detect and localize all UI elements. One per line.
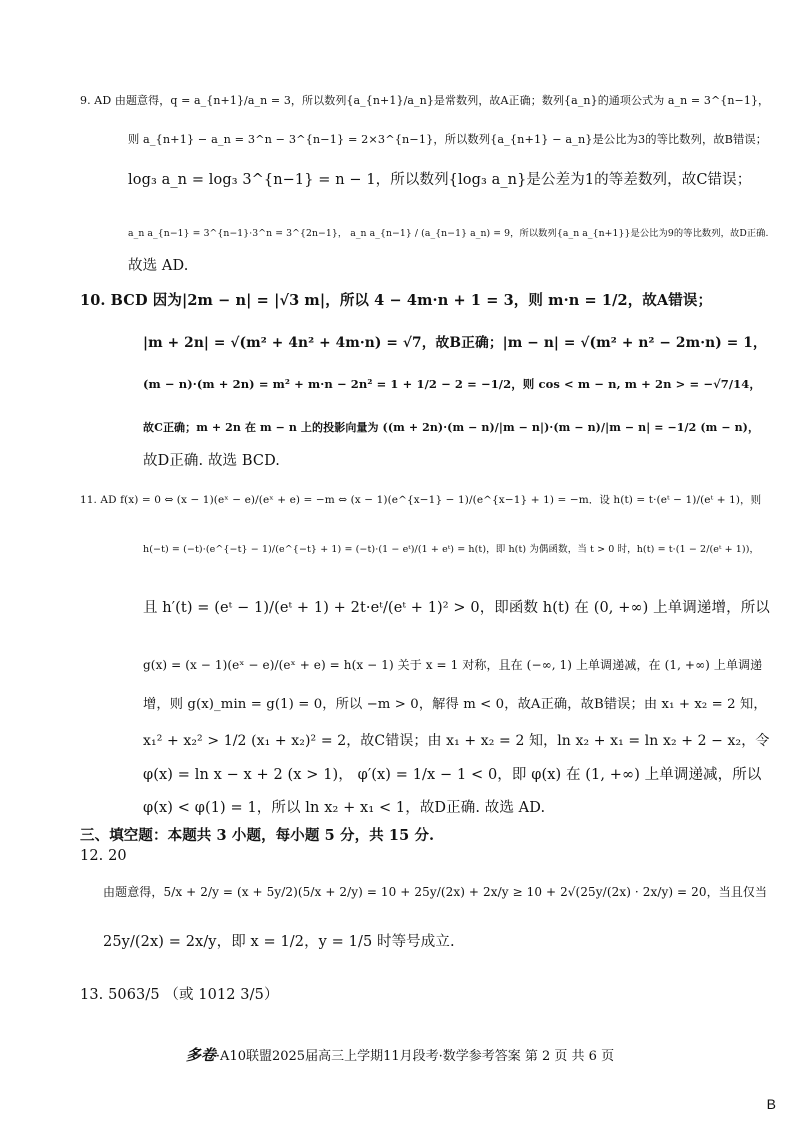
problem-11-line-2: h(−t) = (−t)·(e^{−t} − 1)/(e^{−t} + 1) = (−t)·(1 − eᵗ)/(1 + eᵗ) = h(t)，即 h(t) 为偶函数，当 t > 0 时，h(t) = t·(1 − 2/(eᵗ + 1))，: [143, 544, 760, 555]
problem-10-line-2: |m + 2n| = √(m² + 4n² + 4m·n) = √7，故B正确；|m − n| = √(m² + n² − 2m·n) = 1，: [143, 335, 767, 351]
problem-11-line-1: 11. AD f(x) = 0 ⇔ (x − 1)(eˣ − e)/(eˣ + e) = −m ⇔ (x − 1)(e^{x−1} − 1)/(e^{x−1} + 1) = −m．设 h(t) = t·(eᵗ − 1)/(eᵗ + 1)，则: [80, 494, 762, 506]
problem-11-line-7: φ(x) = ln x − x + 2 (x > 1)， φ′(x) = 1/x − 1 < 0，即 φ(x) 在 (1, +∞) 上单调递减，所以: [143, 767, 762, 783]
problem-10-line-3: (m − n)·(m + 2n) = m² + m·n − 2n² = 1 + 1/2 − 2 = −1/2，则 cos < m − n, m + 2n > = −√7/14，: [143, 377, 761, 391]
footer-brand-logo: 多卷: [185, 1046, 216, 1064]
problem-11-line-6: x₁² + x₂² > 1/2 (x₁ + x₂)² = 2，故C错误；由 x₁ + x₂ = 2 知，ln x₂ + x₁ = ln x₂ + 2 − x₂，令: [143, 733, 770, 749]
problem-9-line-4: a_n a_{n−1} = 3^{n−1}·3^n = 3^{2n−1}， a_n a_{n−1} / (a_{n−1} a_n) = 9，所以数列{a_n a_{n+1}}是公比为9的等比数列，故D正确.: [128, 228, 769, 239]
section-3-heading: 三、填空题：本题共 3 小题，每小题 5 分，共 15 分.: [80, 827, 435, 844]
problem-11-line-4: g(x) = (x − 1)(eˣ − e)/(eˣ + e) = h(x − 1) 关于 x = 1 对称，且在 (−∞, 1) 上单调递减，在 (1, +∞) 上单调递: [143, 658, 763, 672]
problem-11-line-5: 增，则 g(x)_min = g(1) = 0，所以 −m > 0，解得 m < 0，故A正确，故B错误；由 x₁ + x₂ = 2 知，: [143, 697, 767, 712]
problem-9-line-2: 则 a_{n+1} − a_n = 3^n − 3^{n−1} = 2×3^{n−1}，所以数列{a_{n+1} − a_n}是公比为3的等比数列，故B错误；: [128, 133, 768, 146]
footer-text: ·A10联盟2025届高三上学期11月段考·数学参考答案 第 2 页 共 6 页: [215, 1049, 615, 1064]
problem-12-line-2: 25y/(2x) = 2x/y，即 x = 1/2，y = 1/5 时等号成立.: [103, 934, 455, 950]
problem-10-line-1: 10. BCD 因为|2m − n| = |√3 m|，所以 4 − 4m·n + 1 = 3，则 m·n = 1/2，故A错误；: [80, 292, 713, 309]
problem-11-line-8: φ(x) < φ(1) = 1，所以 ln x₂ + x₁ < 1，故D正确. 故选 AD.: [143, 800, 546, 816]
problem-12-line-1: 由题意得，5/x + 2/y = (x + 5y/2)(5/x + 2/y) = 10 + 25y/(2x) + 2x/y ≥ 10 + 2√(25y/(2x) · 2x/y) = 20，当且仅当: [103, 885, 768, 899]
corner-label: B: [766, 1096, 776, 1112]
problem-10-line-5: 故D正确. 故选 BCD.: [143, 453, 280, 469]
page-footer: [0, 1044, 800, 1065]
problem-12-answer: 12. 20: [80, 848, 127, 864]
problem-11-line-3: 且 h′(t) = (eᵗ − 1)/(eᵗ + 1) + 2t·eᵗ/(eᵗ + 1)² > 0，即函数 h(t) 在 (0, +∞) 上单调递增，所以: [143, 600, 770, 616]
problem-13-answer: 13. 5063/5 （或 1012 3/5）: [80, 987, 279, 1003]
problem-10-line-4: 故C正确；m + 2n 在 m − n 上的投影向量为 ((m + 2n)·(m − n)/|m − n|)·(m − n)/|m − n| = −1/2 (m − n)，: [143, 421, 760, 434]
problem-9-line-3: log₃ a_n = log₃ 3^{n−1} = n − 1，所以数列{log₃ a_n}是公差为1的等差数列，故C错误；: [128, 172, 752, 188]
problem-9-line-1: 9. AD 由题意得，q = a_{n+1}/a_n = 3，所以数列{a_{n+1}/a_n}是常数列，故A正确；数列{a_n}的通项公式为 a_n = 3^{n−1}，: [80, 94, 770, 107]
problem-9-line-5: 故选 AD.: [128, 258, 189, 274]
